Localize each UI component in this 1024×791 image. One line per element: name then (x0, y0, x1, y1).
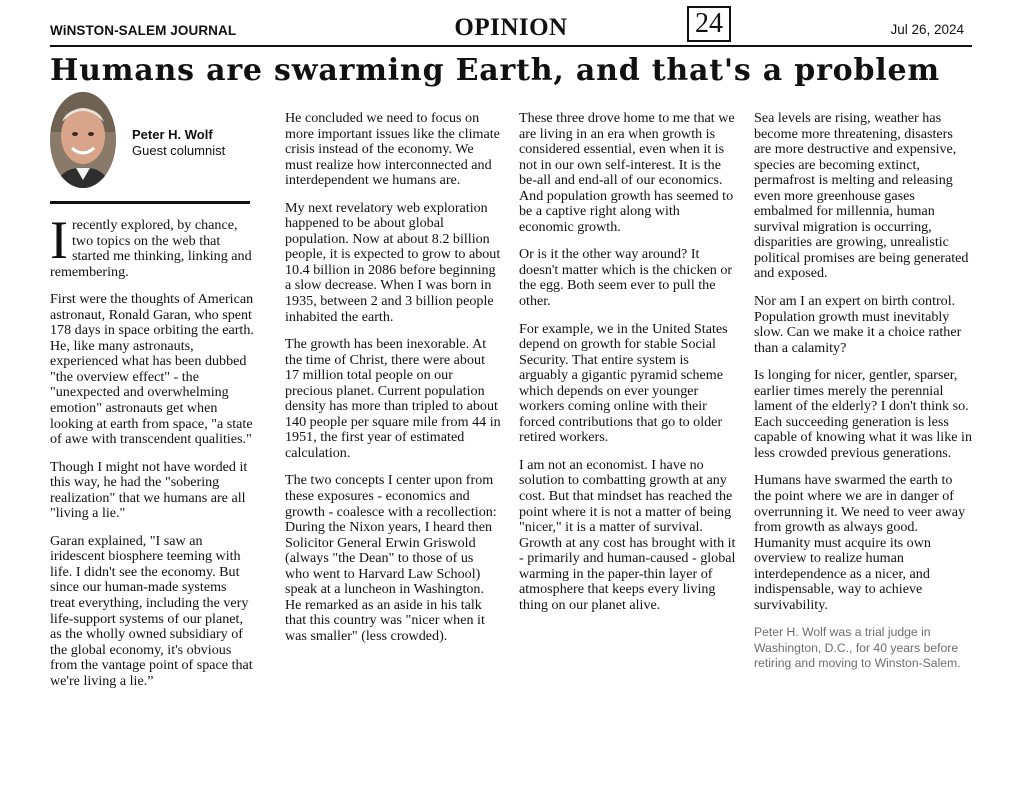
paragraph: Though I might not have worded it this way, he had the "sobering realization" that we humans are all "living a lie." (50, 458, 248, 522)
column-4 (754, 111, 972, 672)
author-name: Peter H. Wolf (132, 127, 213, 142)
author-photo-graphic (50, 92, 116, 188)
author-block (50, 92, 250, 202)
page-number: 24 (687, 6, 731, 42)
issue-date: Jul 26, 2024 (890, 22, 964, 37)
masthead (50, 8, 972, 48)
paragraph: Is longing for nicer, gentler, sparser, earlier times merely the perennial lament of the elderly? I don't think so. Each succeeding generation is less capable of knowing what it was like in less crowded previous generations. (754, 367, 973, 461)
masthead-rule (50, 45, 972, 47)
paragraph: These three drove home to me that we are living in an era when growth is considered essential, even when it is not in our own self-interest. It is the be-all and end-all of our economics. And population growth has seemed to be a captive right along with economic growth. (519, 110, 735, 235)
paragraph: The growth has been inexorable. At the time of Christ, there were about 17 million total people on our precious planet. Current population density has more than tripled to about 140 people per square mile from 44 in 1951, the first year of estimated calculation. (285, 336, 501, 461)
drop-cap: I (50, 210, 68, 270)
column-3 (519, 111, 737, 625)
headline: Humans are swarming Earth, and that's a problem (50, 53, 940, 88)
paragraph: First were the thoughts of American astronaut, Ronald Garan, who spent 178 days in space orbiting the earth. He, like many astronauts, experienced what has been dubbed "the overview effect" - the "unexpected and overwhelming emotion" astronauts get when looking at earth from space, "a state of awe with transcendent qualities." (50, 291, 254, 448)
paragraph: Sea levels are rising, weather has become more threatening, disasters are more destructive and expensive, species are becoming extinct, permafrost is melting and releasing even more greenhouse gases embalmed for millennia, human survival migration is occurring, disparities are growing, unrealistic political promises are being generated and exposed. (754, 110, 969, 282)
paragraph: For example, we in the United States depend on growth for stable Social Security. That entire system is arguably a gigantic pyramid scheme which depends on ever younger workers coming online with their forced contributions that go to older retired workers. (519, 320, 728, 446)
paragraph: The two concepts I center upon from these exposures - economics and growth - coalesce with a recollection: During the Nixon years, I heard then Solicitor General Erwin Griswold (always "the Dean" to those of us who went to Harvard Law School) speak at a luncheon in Washington. He remarked as an aside in his talk that this country was "nicer when it was smaller" (less crowded). (285, 472, 497, 644)
paragraph: Nor am I an expert on birth control. Population growth must inevitably slow. Can we make it a choice rather than a calamity? (754, 293, 962, 356)
author-photo (50, 92, 116, 188)
author-role: Guest columnist (132, 143, 226, 158)
paragraph: I am not an economist. I have no solution to combatting growth at any cost. But that mindset has reached the point where it is not a matter of being "nicer," it is a matter of survival. Growth at any cost has brought with it - primarily and human-caused - global warming in the paper-thin layer of atmosphere that keeps every living thing on our planet alive. (519, 456, 736, 613)
column-1 (50, 210, 254, 701)
paragraph: He concluded we need to focus on more important issues like the climate crisis instead of the economy. We must realize how interconnected and interdependent we humans are. (285, 110, 500, 189)
column-2 (285, 111, 501, 657)
paragraph: Garan explained, "I saw an iridescent biosphere teeming with life. I didn't see the economy. But since our human-made systems treat everything, including the very life-support systems of our planet, as the wholly owned subsidiary of the global economy, it's obvious from the vantage point of space that we're living a lie.” (50, 532, 253, 689)
paragraph: Or is it the other way around? It doesn't matter which is the chicken or the egg. Both seem ever to pull the other. (519, 246, 733, 310)
section-title: OPINION (454, 14, 568, 41)
lead-text: recently explored, by chance, two topics on the web that started me thinking, linking and remembering. (50, 217, 252, 280)
lead-paragraph (50, 210, 254, 280)
author-rule (50, 201, 250, 204)
paragraph: Humans have swarmed the earth to the point where we are in danger of overrunning it. We need to veer away from growth as always good. Humanity must acquire its own overview to realize human interdependence as a nicer, and indispensable, way to achieve survivability. (754, 472, 966, 613)
paper-name: WiNSTON-SALEM JOURNAL (50, 23, 237, 38)
paragraph: My next revelatory web exploration happened to be about global population. Now at about 8.2 billion people, it is expected to grow to about 10.4 billion in 2086 before beginning a slow decrease. When I was born in 1935, between 2 and 3 billion people inhabited the earth. (285, 199, 501, 325)
author-bio: Peter H. Wolf was a trial judge in Washington, D.C., for 40 years before retiring and moving to Winston-Salem. (754, 625, 961, 671)
